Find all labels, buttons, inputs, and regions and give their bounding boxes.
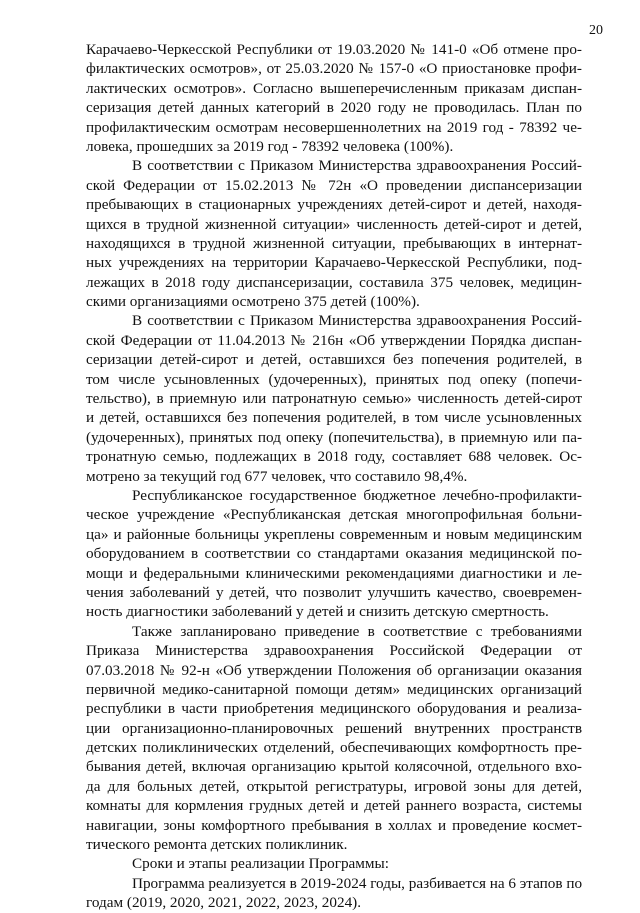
text-line: профилактическим осмотрам несовершеннолетних на 2019 год - 78392 че-: [86, 118, 582, 136]
text-line: тического ремонта детских поликлиник.: [86, 836, 348, 854]
text-line: В соответствии с Приказом Министерства здравоохранения Россий-: [132, 312, 582, 330]
text-line: ской Федерации от 11.04.2013 № 216н «Об утверждении Порядка диспан-: [86, 331, 582, 349]
text-line: Также запланировано приведение в соответствие с требованиями: [132, 622, 582, 640]
text-line: комнаты для кормления грудных детей и детей раннего возраста, системы: [86, 797, 582, 815]
text-line: находящихся в трудной жизненной ситуации, пребывающих в интернат-: [86, 234, 582, 252]
text-line: В соответствии с Приказом Министерства здравоохранения Россий-: [132, 157, 582, 175]
paragraph: [86, 622, 582, 855]
text-line: (удочеренных), принятых под опеку (попечительства), в приемную или па-: [86, 428, 582, 446]
text-line: мотрено за текущий год 677 человек, что составило 98,4%.: [86, 467, 468, 485]
text-line: Республиканское государственное бюджетное лечебно-профилакти-: [132, 486, 582, 504]
text-line: серизации детей-сирот и детей, оставшихся без попечения родителей, в: [86, 351, 582, 369]
text-line: лежащих в 2018 году диспансеризации, составила 375 человек, медицин-: [86, 273, 582, 291]
text-line: первичной медико-санитарной помощи детям» медицинских организаций: [86, 680, 582, 698]
text-line: тельство), в приемную или патронатную семью» численность детей-сирот: [86, 390, 582, 408]
text-line: Приказа Министерства здравоохранения Российской Федерации от: [86, 642, 582, 660]
text-line: навигации, зоны комфортного пребывания в холлах и проведение космет-: [86, 816, 582, 834]
text-line: ца» и районные больницы укреплены современным и новым медицинским: [86, 525, 582, 543]
paragraph: [86, 40, 582, 156]
text-line: ции организационно-планировочных решений внутренних пространств: [86, 719, 582, 737]
page-number: 20: [589, 23, 603, 38]
text-line: и детей, оставшихся без попечения родителей, в том числе усыновленных: [86, 409, 582, 427]
text-line: оборудованием в соответствии со стандартами оказания медицинской по-: [86, 545, 582, 563]
text-line: том числе усыновленных (удочеренных), принятых под опеку (попечи-: [86, 370, 582, 388]
text-line: ческое учреждение «Республиканская детская многопрофильная больни-: [86, 506, 582, 524]
text-line: серизация детей данных категорий в 2020 году не проводилась. План по: [86, 99, 582, 117]
paragraph: [86, 311, 582, 486]
paragraph: [86, 156, 582, 311]
text-line: тронатную семью, подлежащих в 2018 году, составляет 688 человек. Ос-: [86, 448, 582, 466]
text-line: скими организациями осмотрено 375 детей (100%).: [86, 293, 420, 311]
text-line: Сроки и этапы реализации Программы:: [132, 855, 389, 873]
text-line: пребывающих в стационарных учреждениях детей-сирот и детей, находя-: [86, 196, 582, 214]
paragraph: [86, 486, 582, 622]
text-line: детских поликлинических отделений, обеспечивающих комфортность пре-: [86, 739, 582, 757]
text-line: щихся в трудной жизненной ситуации» численность детей-сирот и детей,: [86, 215, 582, 233]
text-line: ловека, прошедших за 2019 год - 78392 человека (100%).: [86, 137, 454, 155]
text-line: бывания детей, включая организацию крытой колясочной, отдельного вхо-: [86, 758, 582, 776]
text-line: 07.03.2018 № 92-н «Об утверждении Положения об организации оказания: [86, 661, 582, 679]
text-line: да для больных детей, открытой регистратуры, игровой зоны для детей,: [86, 777, 582, 795]
paragraph: [86, 854, 582, 873]
text-line: ных учреждениях на территории Карачаево-Черкесской Республики, под-: [86, 254, 582, 272]
text-line: ской Федерации от 15.02.2013 № 72н «О проведении диспансеризации: [86, 176, 582, 194]
text-line: годам (2019, 2020, 2021, 2022, 2023, 2024).: [86, 894, 362, 912]
document-body: [86, 40, 582, 913]
text-line: Карачаево-Черкесской Республики от 19.03.2020 № 141-0 «Об отмене про-: [86, 41, 582, 58]
text-line: чения заболеваний у детей, что позволит улучшить качество, своевремен-: [86, 583, 582, 601]
paragraph: [86, 874, 582, 913]
text-line: лактических осмотров». Согласно вышеперечисленным приказам диспан-: [86, 79, 582, 97]
text-line: республики в части приобретения медицинского оборудования и реализа-: [86, 700, 582, 718]
text-line: Программа реализуется в 2019-2024 годы, разбивается на 6 этапов по: [132, 874, 583, 892]
text-line: мощи и федеральными клиническими рекомендациями диагностики и ле-: [86, 564, 582, 582]
text-line: ность диагностики заболеваний у детей и снизить детскую смертность.: [86, 603, 549, 621]
text-line: филактических осмотров», от 25.03.2020 № 157-0 «О приостановке профи-: [86, 60, 582, 78]
